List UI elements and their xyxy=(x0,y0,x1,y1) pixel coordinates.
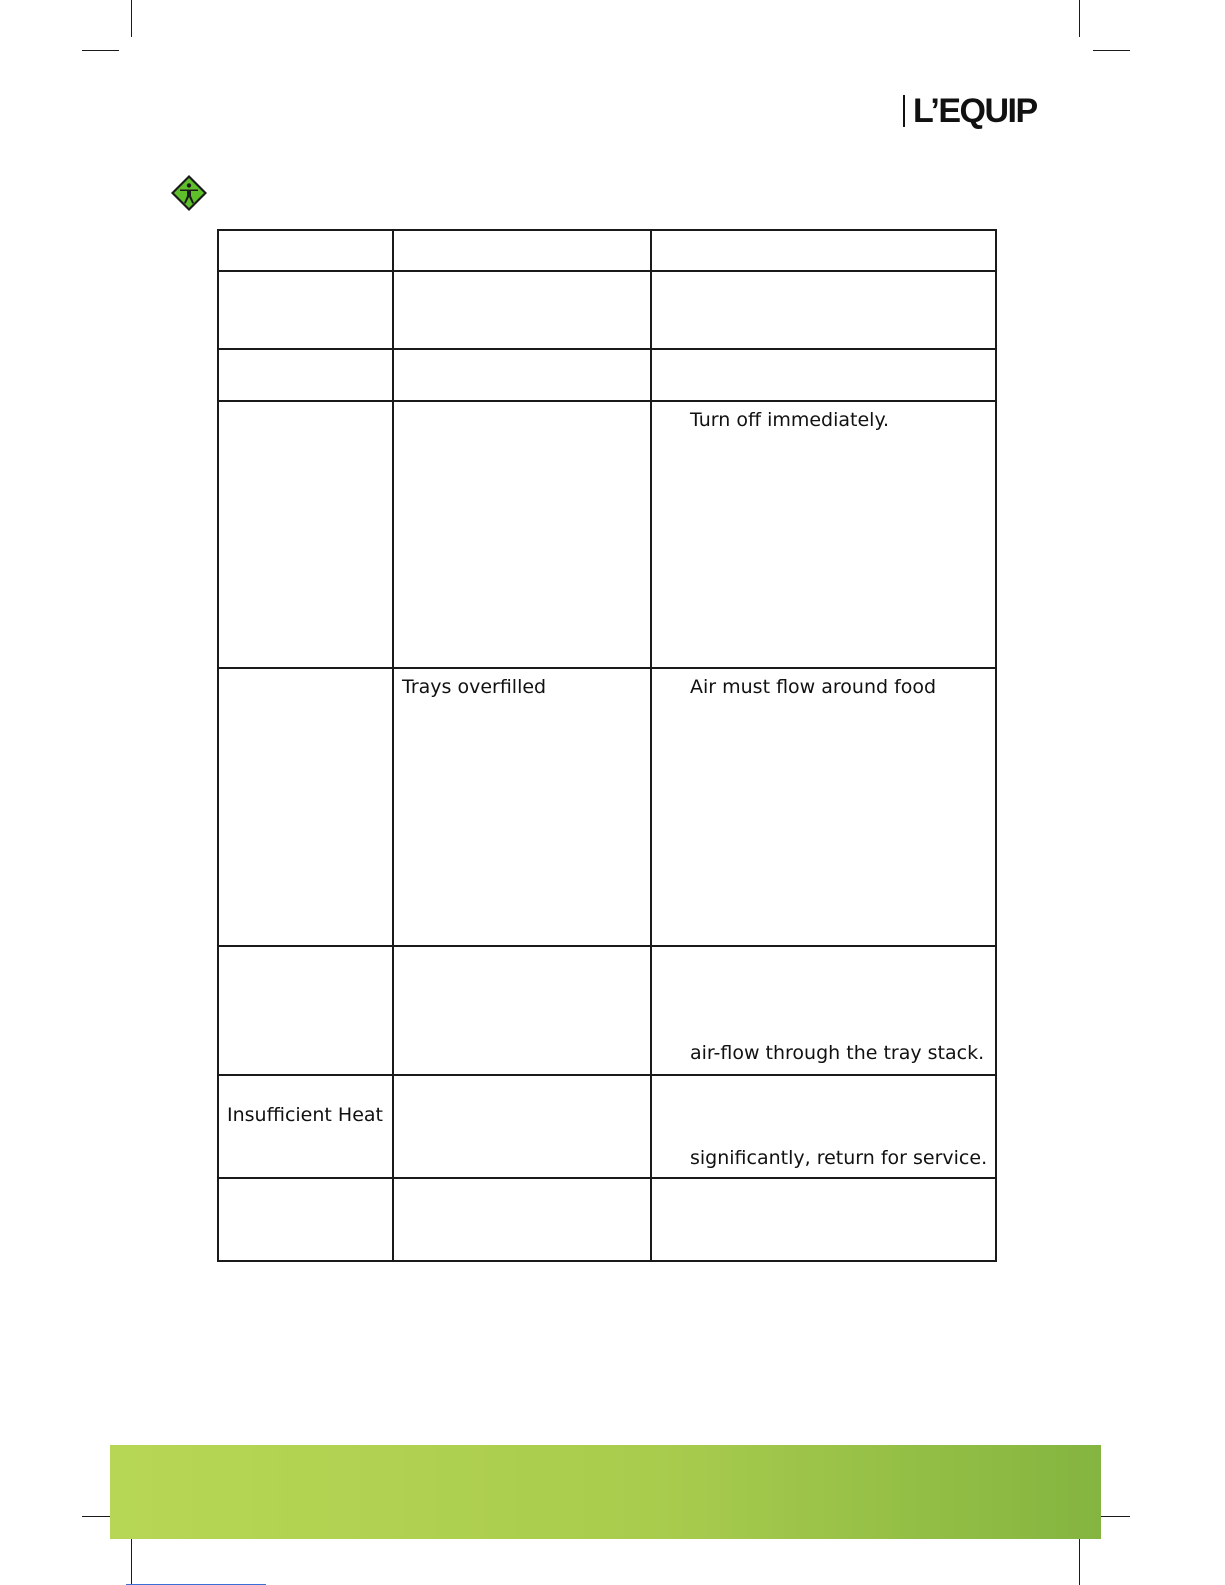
table-cell xyxy=(218,946,393,1075)
table-cell xyxy=(393,668,651,946)
table-cell xyxy=(651,349,996,401)
table-row xyxy=(218,401,996,668)
table-cell xyxy=(393,401,651,668)
table-header-row xyxy=(218,230,996,271)
table-row xyxy=(218,668,996,946)
footer-band xyxy=(110,1445,1101,1539)
cause-text: Trays overfilled xyxy=(402,676,547,698)
logo-divider xyxy=(903,95,905,127)
table-cell xyxy=(651,946,996,1075)
table-cell xyxy=(218,349,393,401)
table-row xyxy=(218,1075,996,1178)
table-cell xyxy=(393,1178,651,1261)
table-cell xyxy=(393,946,651,1075)
table-row xyxy=(218,271,996,349)
table-cell xyxy=(651,271,996,349)
crop-mark-top-left-vertical xyxy=(131,0,132,37)
table-cell xyxy=(218,668,393,946)
problem-text: Insufficient Heat xyxy=(227,1104,383,1126)
crop-mark-top-right-vertical xyxy=(1079,0,1080,37)
table-cell xyxy=(218,271,393,349)
table-cell xyxy=(651,1075,996,1178)
table-cell xyxy=(651,230,996,271)
solution-text: Air must flow around food xyxy=(690,676,937,698)
troubleshooting-table xyxy=(217,229,997,1262)
table-cell xyxy=(651,1178,996,1261)
solution-text: air-flow through the tray stack. xyxy=(690,1042,985,1064)
table-row xyxy=(218,946,996,1075)
brand-logo xyxy=(903,92,1037,130)
solution-text: Turn off immediately. xyxy=(690,409,890,431)
crop-mark-top-right-horizontal xyxy=(1093,50,1130,51)
table-cell xyxy=(393,230,651,271)
table-row xyxy=(218,1178,996,1261)
table-cell xyxy=(218,401,393,668)
crop-mark-top-left-horizontal xyxy=(82,50,119,51)
solution-text: significantly, return for service. xyxy=(690,1147,988,1169)
table-cell xyxy=(218,1075,393,1178)
logo-text: L’EQUIP xyxy=(913,92,1037,130)
table-cell xyxy=(218,230,393,271)
table-cell xyxy=(393,1075,651,1178)
table-cell xyxy=(651,401,996,668)
table-cell xyxy=(218,1178,393,1261)
table-row xyxy=(218,349,996,401)
table-cell xyxy=(393,271,651,349)
safety-person-icon xyxy=(170,174,208,212)
table-cell xyxy=(393,349,651,401)
table-cell xyxy=(651,668,996,946)
